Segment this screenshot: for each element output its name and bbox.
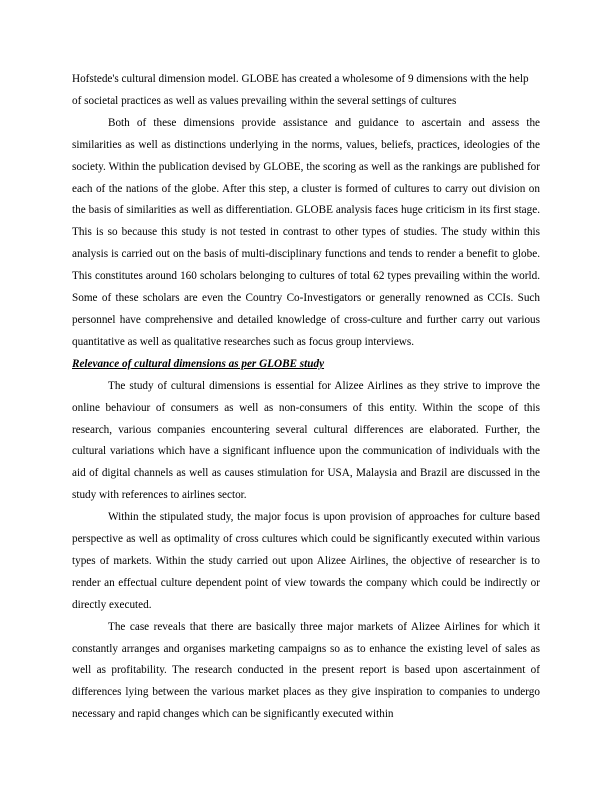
- document-body: [72, 69, 540, 726]
- section-heading: Relevance of cultural dimensions as per GLOBE study: [72, 357, 325, 370]
- body-paragraph: The case reveals that there are basically three major markets of Alizee Airlines for which it constantly arranges and organises marketing campaigns so as to enhance the existing level of sales as well as profitability. The research conducted in the present report is based upon ascertainment of differences lying between the various market places as they give inspiration to companies to undergo necessary and rapid changes which can be significantly executed within: [72, 620, 540, 721]
- body-paragraph: Hofstede's cultural dimension model. GLOBE has created a wholesome of 9 dimensions with the help of societal practices as well as values prevailing within the several settings of cultures: [72, 73, 529, 107]
- body-paragraph: Both of these dimensions provide assistance and guidance to ascertain and assess the similarities as well as distinctions underlying in the norms, values, beliefs, practices, ideologies of the society. Within the publication devised by GLOBE, the scoring as well as the rankings are published for each of the nations of the globe. After this step, a cluster is formed of cultures to carry out division on the basis of similarities as well as differentiation. GLOBE analysis faces huge criticism in its first stage. This is so because this study is not tested in contrast to other types of studies. The study within this analysis is carried out on the basis of multi-disciplinary functions and tends to render a benefit to globe. This constitutes around 160 scholars belonging to cultures of total 62 types prevailing within the world. Some of these scholars are even the Country Co-Investigators or generally renowned as CCIs. Such personnel have comprehensive and detailed knowledge of cross-culture and further carry out various quantitative as well as qualitative researches such as focus group interviews.: [72, 116, 540, 348]
- body-paragraph: The study of cultural dimensions is essential for Alizee Airlines as they strive to improve the online behaviour of consumers as well as non-consumers of this entity. Within the scope of this research, various companies encountering several cultural differences are elaborated. Further, the cultural variations which have a significant influence upon the communication of individuals with the aid of digital channels as well as causes stimulation for USA, Malaysia and Brazil are discussed in the study with references to airlines sector.: [72, 379, 540, 502]
- body-paragraph: Within the stipulated study, the major focus is upon provision of approaches for culture based perspective as well as optimality of cross cultures which could be significantly executed within various types of markets. Within the study carried out upon Alizee Airlines, the objective of researcher is to render an effectual culture dependent point of view towards the company which could be indirectly or directly executed.: [72, 511, 540, 611]
